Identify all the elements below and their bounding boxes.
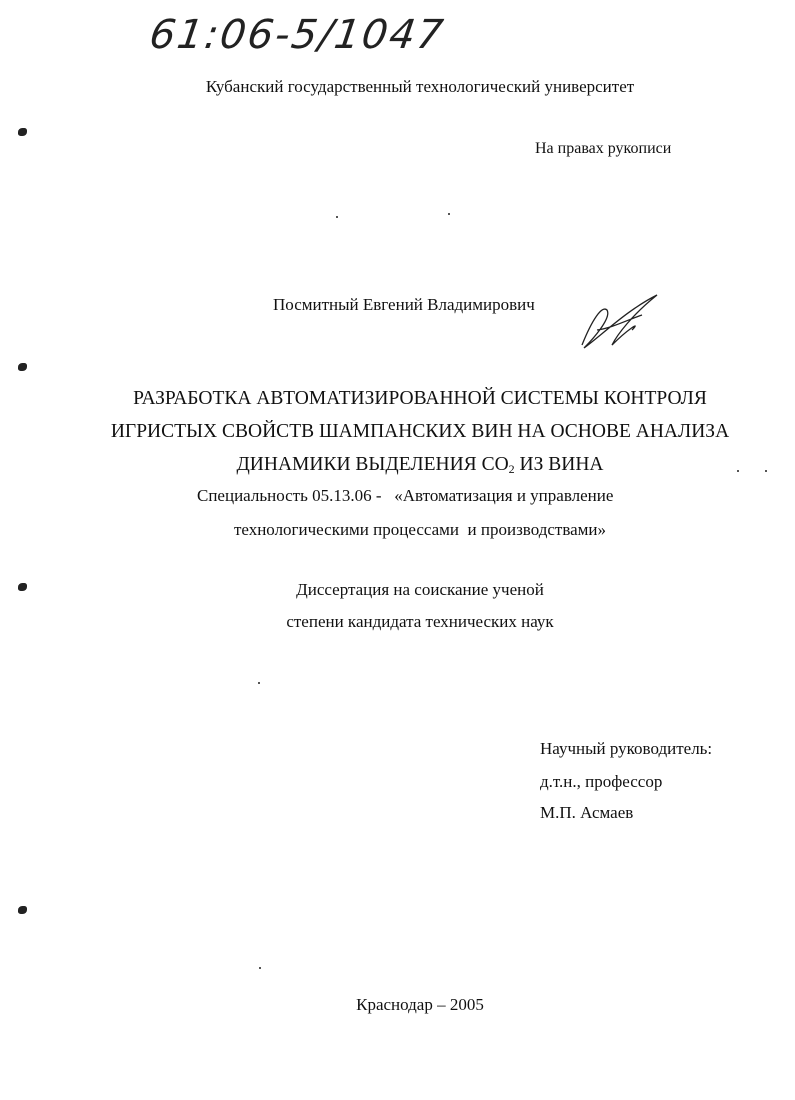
title-subscript: 2 — [508, 462, 515, 476]
title-line-3 — [0, 453, 795, 477]
city-year: Краснодар – 2005 — [356, 995, 484, 1014]
scan-speck — [765, 470, 767, 472]
title-line-2: ИГРИСТЫХ СВОЙСТВ ШАМПАНСКИХ ВИН НА ОСНОВЕ АНАЛИЗА — [110, 421, 730, 442]
punch-hole-mark — [18, 363, 27, 371]
title-line-1: РАЗРАБОТКА АВТОМАТИЗИРОВАННОЙ СИСТЕМЫ КОНТРОЛЯ — [133, 388, 707, 409]
scan-speck — [336, 216, 338, 218]
title-line-3-end: ИЗ ВИНА — [514, 454, 604, 475]
scan-speck — [737, 470, 739, 472]
scan-speck — [258, 682, 260, 684]
university-name: Кубанский государственный технологический университет — [205, 77, 635, 96]
title-line-3-main: ДИНАМИКИ ВЫДЕЛЕНИЯ СО — [236, 454, 509, 475]
manuscript-rights-note: На правах рукописи — [535, 140, 672, 157]
supervisor-label: Научный руководитель: — [540, 739, 713, 758]
supervisor-degree: д.т.н., профессор — [540, 772, 663, 791]
scan-speck — [448, 213, 450, 215]
specialty-line-1: Специальность 05.13.06 - «Автоматизация и управление — [197, 486, 614, 505]
dissertation-line-1: Диссертация на соискание ученой — [296, 580, 544, 599]
signature — [572, 290, 667, 354]
supervisor-name: М.П. Асмаев — [540, 803, 634, 822]
punch-hole-mark — [18, 128, 27, 136]
dissertation-line-2: степени кандидата технических наук — [286, 612, 554, 631]
scan-speck — [259, 967, 261, 969]
handwritten-archive-code: 61:06-5/1047 — [146, 12, 448, 58]
punch-hole-mark — [18, 906, 27, 914]
author-name: Посмитный Евгений Владимирович — [273, 295, 535, 314]
punch-hole-mark — [18, 583, 27, 591]
specialty-line-2: технологическими процессами и производствами» — [233, 520, 607, 539]
